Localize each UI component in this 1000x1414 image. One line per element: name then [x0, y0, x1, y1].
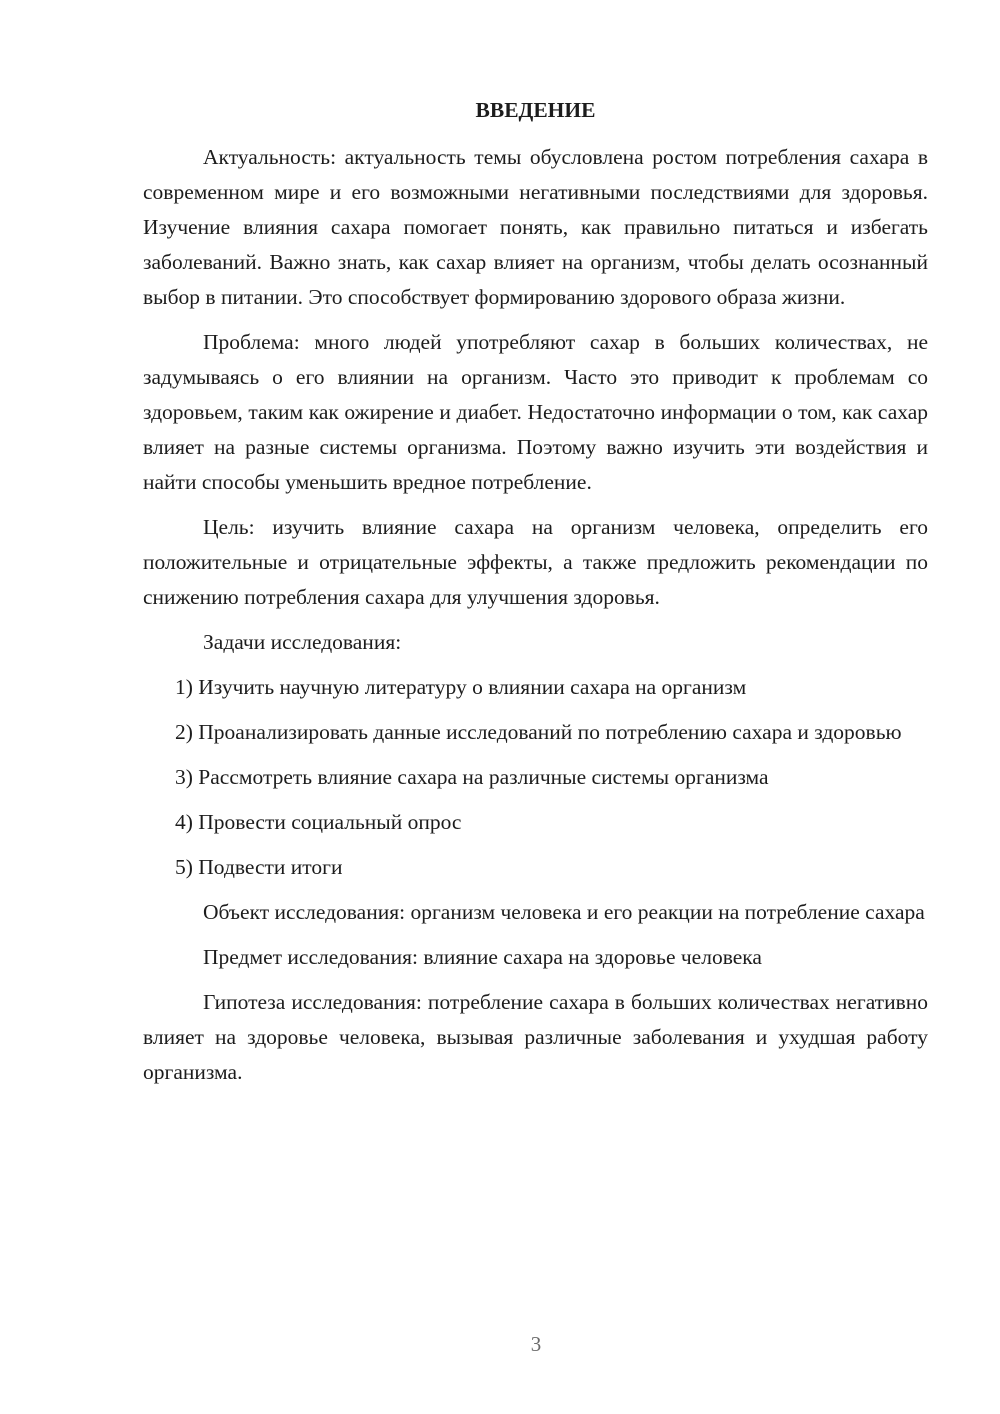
page-number: 3 [530, 1332, 542, 1356]
hypothesis-paragraph: Гипотеза исследования: потребление сахара в больших количествах негативно влияет на здоровье человека, вызывая различные заболевания и ухудшая работу организма. [143, 990, 928, 1084]
page-content [143, 93, 928, 1090]
list-item: 2) Проанализировать данные исследований по потреблению сахара и здоровью [175, 720, 902, 744]
list-item: 1) Изучить научную литературу о влиянии сахара на организм [175, 675, 747, 699]
list-item: 5) Подвести итоги [175, 855, 343, 879]
list-item: 4) Провести социальный опрос [175, 810, 462, 834]
subject-paragraph: Предмет исследования: влияние сахара на здоровье человека [203, 945, 762, 969]
tasks-list [143, 670, 928, 885]
problem-paragraph: Проблема: много людей употребляют сахар в больших количествах, не задумываясь о его влиянии на организм. Часто это приводит к проблемам со здоровьем, таким как ожирение и диабет. Недостаточно информации о том, как сахар влияет на разные системы организма. Поэтому важно изучить эти воздействия и найти способы уменьшить вредное потребление. [143, 330, 928, 494]
section-title: ВВЕДЕНИЕ [475, 98, 596, 122]
goal-paragraph: Цель: изучить влияние сахара на организм человека, определить его положительные и отрицательные эффекты, а также предложить рекомендации по снижению потребления сахара для улучшения здоровья. [143, 515, 928, 609]
tasks-heading: Задачи исследования: [203, 630, 402, 654]
list-item: 3) Рассмотреть влияние сахара на различные системы организма [175, 765, 769, 789]
relevance-paragraph: Актуальность: актуальность темы обусловлена ростом потребления сахара в современном мире и его возможными негативными последствиями для здоровья. Изучение влияния сахара помогает понять, как правильно питаться и избегать заболеваний. Важно знать, как сахар влияет на организм, чтобы делать осознанный выбор в питании. Это способствует формированию здорового образа жизни. [143, 145, 928, 309]
object-paragraph: Объект исследования: организм человека и его реакции на потребление сахара [203, 900, 925, 924]
